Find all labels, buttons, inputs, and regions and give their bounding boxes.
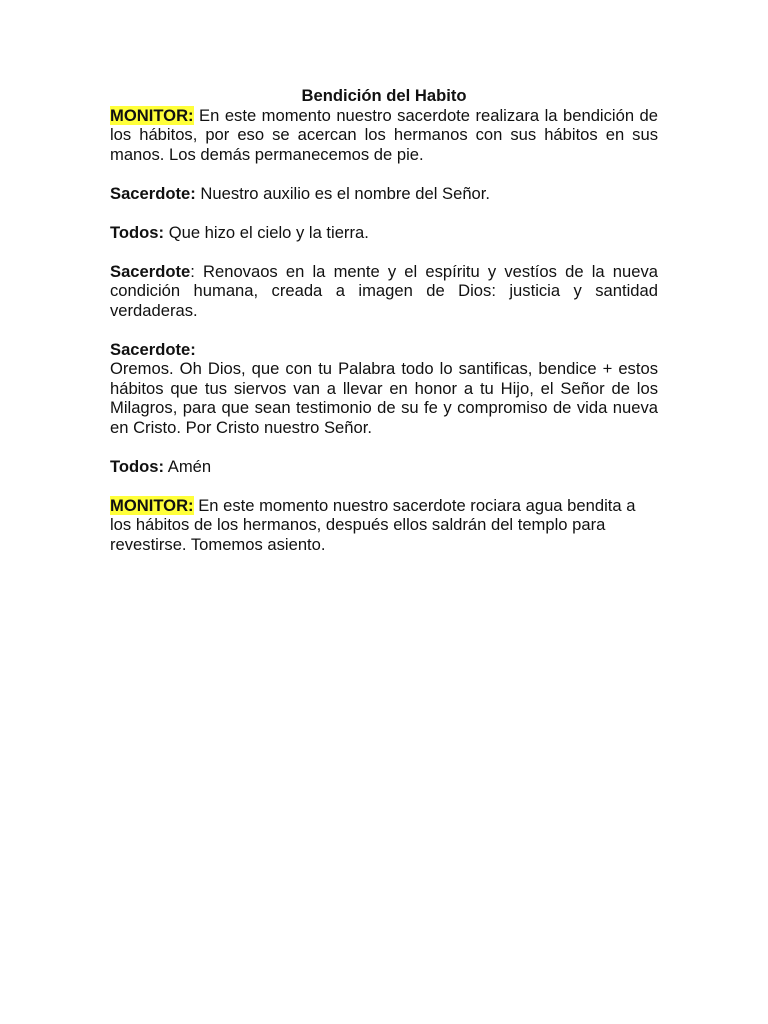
speaker-label: MONITOR: <box>110 495 194 515</box>
paragraph-sacerdote-auxilio <box>110 184 658 204</box>
paragraph-text: Amén <box>164 456 212 476</box>
speaker-label: Sacerdote <box>110 261 191 281</box>
document-title: Bendición del Habito <box>301 86 467 105</box>
speaker-label: Todos: <box>110 456 165 476</box>
paragraph-monitor-closing <box>110 496 658 555</box>
document-page <box>110 86 658 574</box>
paragraph-text: : Renovaos en la mente y el espíritu y vestíos de la nueva condición humana, creada a imagen de Dios: justicia y santidad verdaderas. <box>110 261 658 320</box>
paragraph-sacerdote-oremos <box>110 340 658 438</box>
paragraph-text: Oremos. Oh Dios, que con tu Palabra todo lo santificas, bendice + estos hábitos que tus siervos van a llevar en honor a tu Hijo, el Señor de los Milagros, para que sean testimonio de su fe y compromiso de vida nueva en Cristo. Por Cristo nuestro Señor. <box>110 359 658 437</box>
paragraph-monitor-intro <box>110 106 658 165</box>
paragraph-text: Que hizo el cielo y la tierra. <box>164 222 369 242</box>
speaker-label: Sacerdote: <box>110 183 196 203</box>
speaker-label: MONITOR: <box>110 105 194 125</box>
paragraph-todos-amen <box>110 457 658 477</box>
paragraph-text: En este momento nuestro sacerdote rociara agua bendita a los hábitos de los hermanos, después ellos saldrán del templo para revestirse. Tomemos asiento. <box>110 495 636 554</box>
paragraph-sacerdote-renovaos <box>110 262 658 321</box>
speaker-label: Sacerdote: <box>110 339 196 359</box>
speaker-label: Todos: <box>110 222 165 242</box>
paragraph-text: En este momento nuestro sacerdote realizara la bendición de los hábitos, por eso se acercan los hermanos con sus hábitos en sus manos. Los demás permanecemos de pie. <box>110 105 658 164</box>
paragraph-todos-cielo <box>110 223 658 243</box>
paragraph-text: Nuestro auxilio es el nombre del Señor. <box>195 183 491 203</box>
